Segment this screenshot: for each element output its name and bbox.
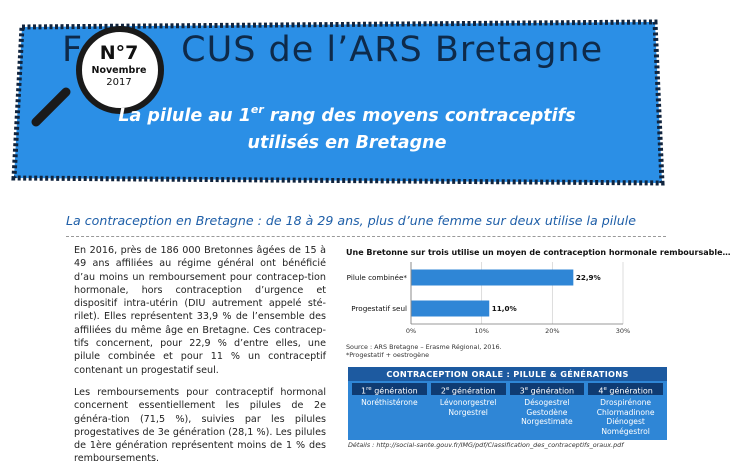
generation-suffix: re	[366, 386, 372, 392]
data-label: 22,9%	[575, 273, 601, 282]
issue-number: N°7	[99, 42, 139, 64]
generation-number: 3	[519, 386, 525, 396]
generation-molecules	[588, 395, 663, 436]
focus-title-start: F	[62, 30, 84, 70]
chart-note-line: *Progestatif + oestrogène	[346, 351, 430, 359]
generation-word: génération	[528, 386, 575, 396]
chart-title: Une Bretonne sur trois utilise un moyen de contraception hormonale remboursable…	[346, 248, 731, 257]
generations-columns	[348, 381, 667, 440]
category-label: Progestatif seul	[351, 304, 407, 313]
molecule-name: Nomégestrol	[601, 426, 650, 436]
generation-number: 2	[440, 386, 446, 396]
molecule-name: Lévonorgestrel	[439, 398, 497, 407]
focus-title-end: CUS de l’ARS Bretagne	[181, 30, 604, 70]
generation-suffix: e	[445, 386, 450, 392]
generation-label	[588, 383, 663, 395]
x-tick-label: 0%	[405, 327, 417, 335]
generation-number: 1	[361, 386, 367, 396]
generations-table	[348, 367, 667, 440]
molecule-name: Noréthistérone	[361, 398, 418, 407]
molecule-name: Norgestrel	[448, 407, 488, 417]
molecule-name: Norgestimate	[521, 417, 573, 426]
subtitle-line2: utilisés en Bretagne	[247, 133, 447, 153]
molecule-name: Drospirénone	[600, 398, 652, 407]
generation-column	[431, 383, 506, 436]
body-text	[74, 244, 326, 475]
generation-molecules	[510, 395, 585, 427]
generation-word: génération	[371, 386, 418, 396]
chart-source	[346, 343, 502, 359]
generation-column	[588, 383, 663, 436]
subtitle-pre: La pilule au 1	[118, 106, 251, 126]
generation-molecules	[352, 395, 427, 408]
generations-table-header: CONTRACEPTION ORALE : PILULE & GÉNÉRATIONS	[348, 367, 667, 381]
generation-molecules	[431, 395, 506, 417]
subtitle-post: rang des moyens contraceptifs	[263, 106, 576, 126]
section-title: La contraception en Bretagne : de 18 à 29 ans, plus d’une femme sur deux utilise la pilule	[66, 213, 636, 228]
generation-suffix: e	[603, 386, 607, 392]
generation-suffix: e	[524, 386, 529, 392]
bar	[412, 270, 574, 286]
paragraph-2: Les remboursements pour contraceptif hormonal concernent essentiellement les pilules de 2e généra-tion (71,5 %), suivies par les pilules progestatives de 3e génération (28,1 %). Les pilules de 1ère génération représentent moins de 1 % des remboursements.	[74, 386, 326, 465]
issue-year: 2017	[106, 77, 132, 88]
paragraph-1: En 2016, près de 186 000 Bretonnes âgées de 15 à 49 ans affiliées au régime général ont bénéficié d’au moins un remboursement pour contracep-tion hormonale, hors contraception d’urgence et dispositif intra-utérin (DIU autrement appelé sté-rilet). Elles représentent 33,9 % de l’ensemble des affiliées du même âge en Bretagne. Ces contracep-tifs concernent, pour 22,9 % d’entre elles, une pilule combinée et pour 11 % un contraceptif contenant un progestatif seul.	[74, 245, 326, 376]
banner-subtitle	[112, 96, 582, 157]
molecule-name: Gestodène	[526, 407, 568, 417]
generation-label	[431, 383, 506, 395]
bar	[412, 301, 490, 317]
generation-column	[352, 383, 427, 436]
category-label: Pilule combinée*	[346, 273, 407, 282]
issue-badge	[84, 42, 154, 89]
details-link[interactable]: Détails : http://social-sante.gouv.fr/IMG/pdf/Classification_des_contraceptifs_oraux.pdf	[348, 441, 624, 449]
x-tick-label: 20%	[545, 327, 560, 335]
molecule-name: Chlormadinone	[596, 407, 655, 417]
section-divider	[66, 236, 666, 237]
bar-chart	[340, 256, 640, 342]
chart-source-line: Source : ARS Bretagne – Erasme Régional, 2016.	[346, 343, 502, 351]
issue-month: Novembre	[91, 65, 147, 76]
generation-label	[352, 383, 427, 395]
banner	[0, 0, 678, 200]
molecule-name: Diénogest	[606, 417, 645, 426]
subtitle-sup: er	[250, 103, 264, 116]
generation-column	[510, 383, 585, 436]
generation-number: 4	[598, 386, 604, 396]
data-label: 11,0%	[491, 304, 517, 313]
x-tick-label: 10%	[474, 327, 489, 335]
molecule-name: Désogestrel	[524, 398, 570, 407]
generation-word: génération	[449, 386, 496, 396]
x-tick-label: 30%	[615, 327, 631, 335]
generation-label	[510, 383, 585, 395]
generation-word: génération	[606, 386, 653, 396]
